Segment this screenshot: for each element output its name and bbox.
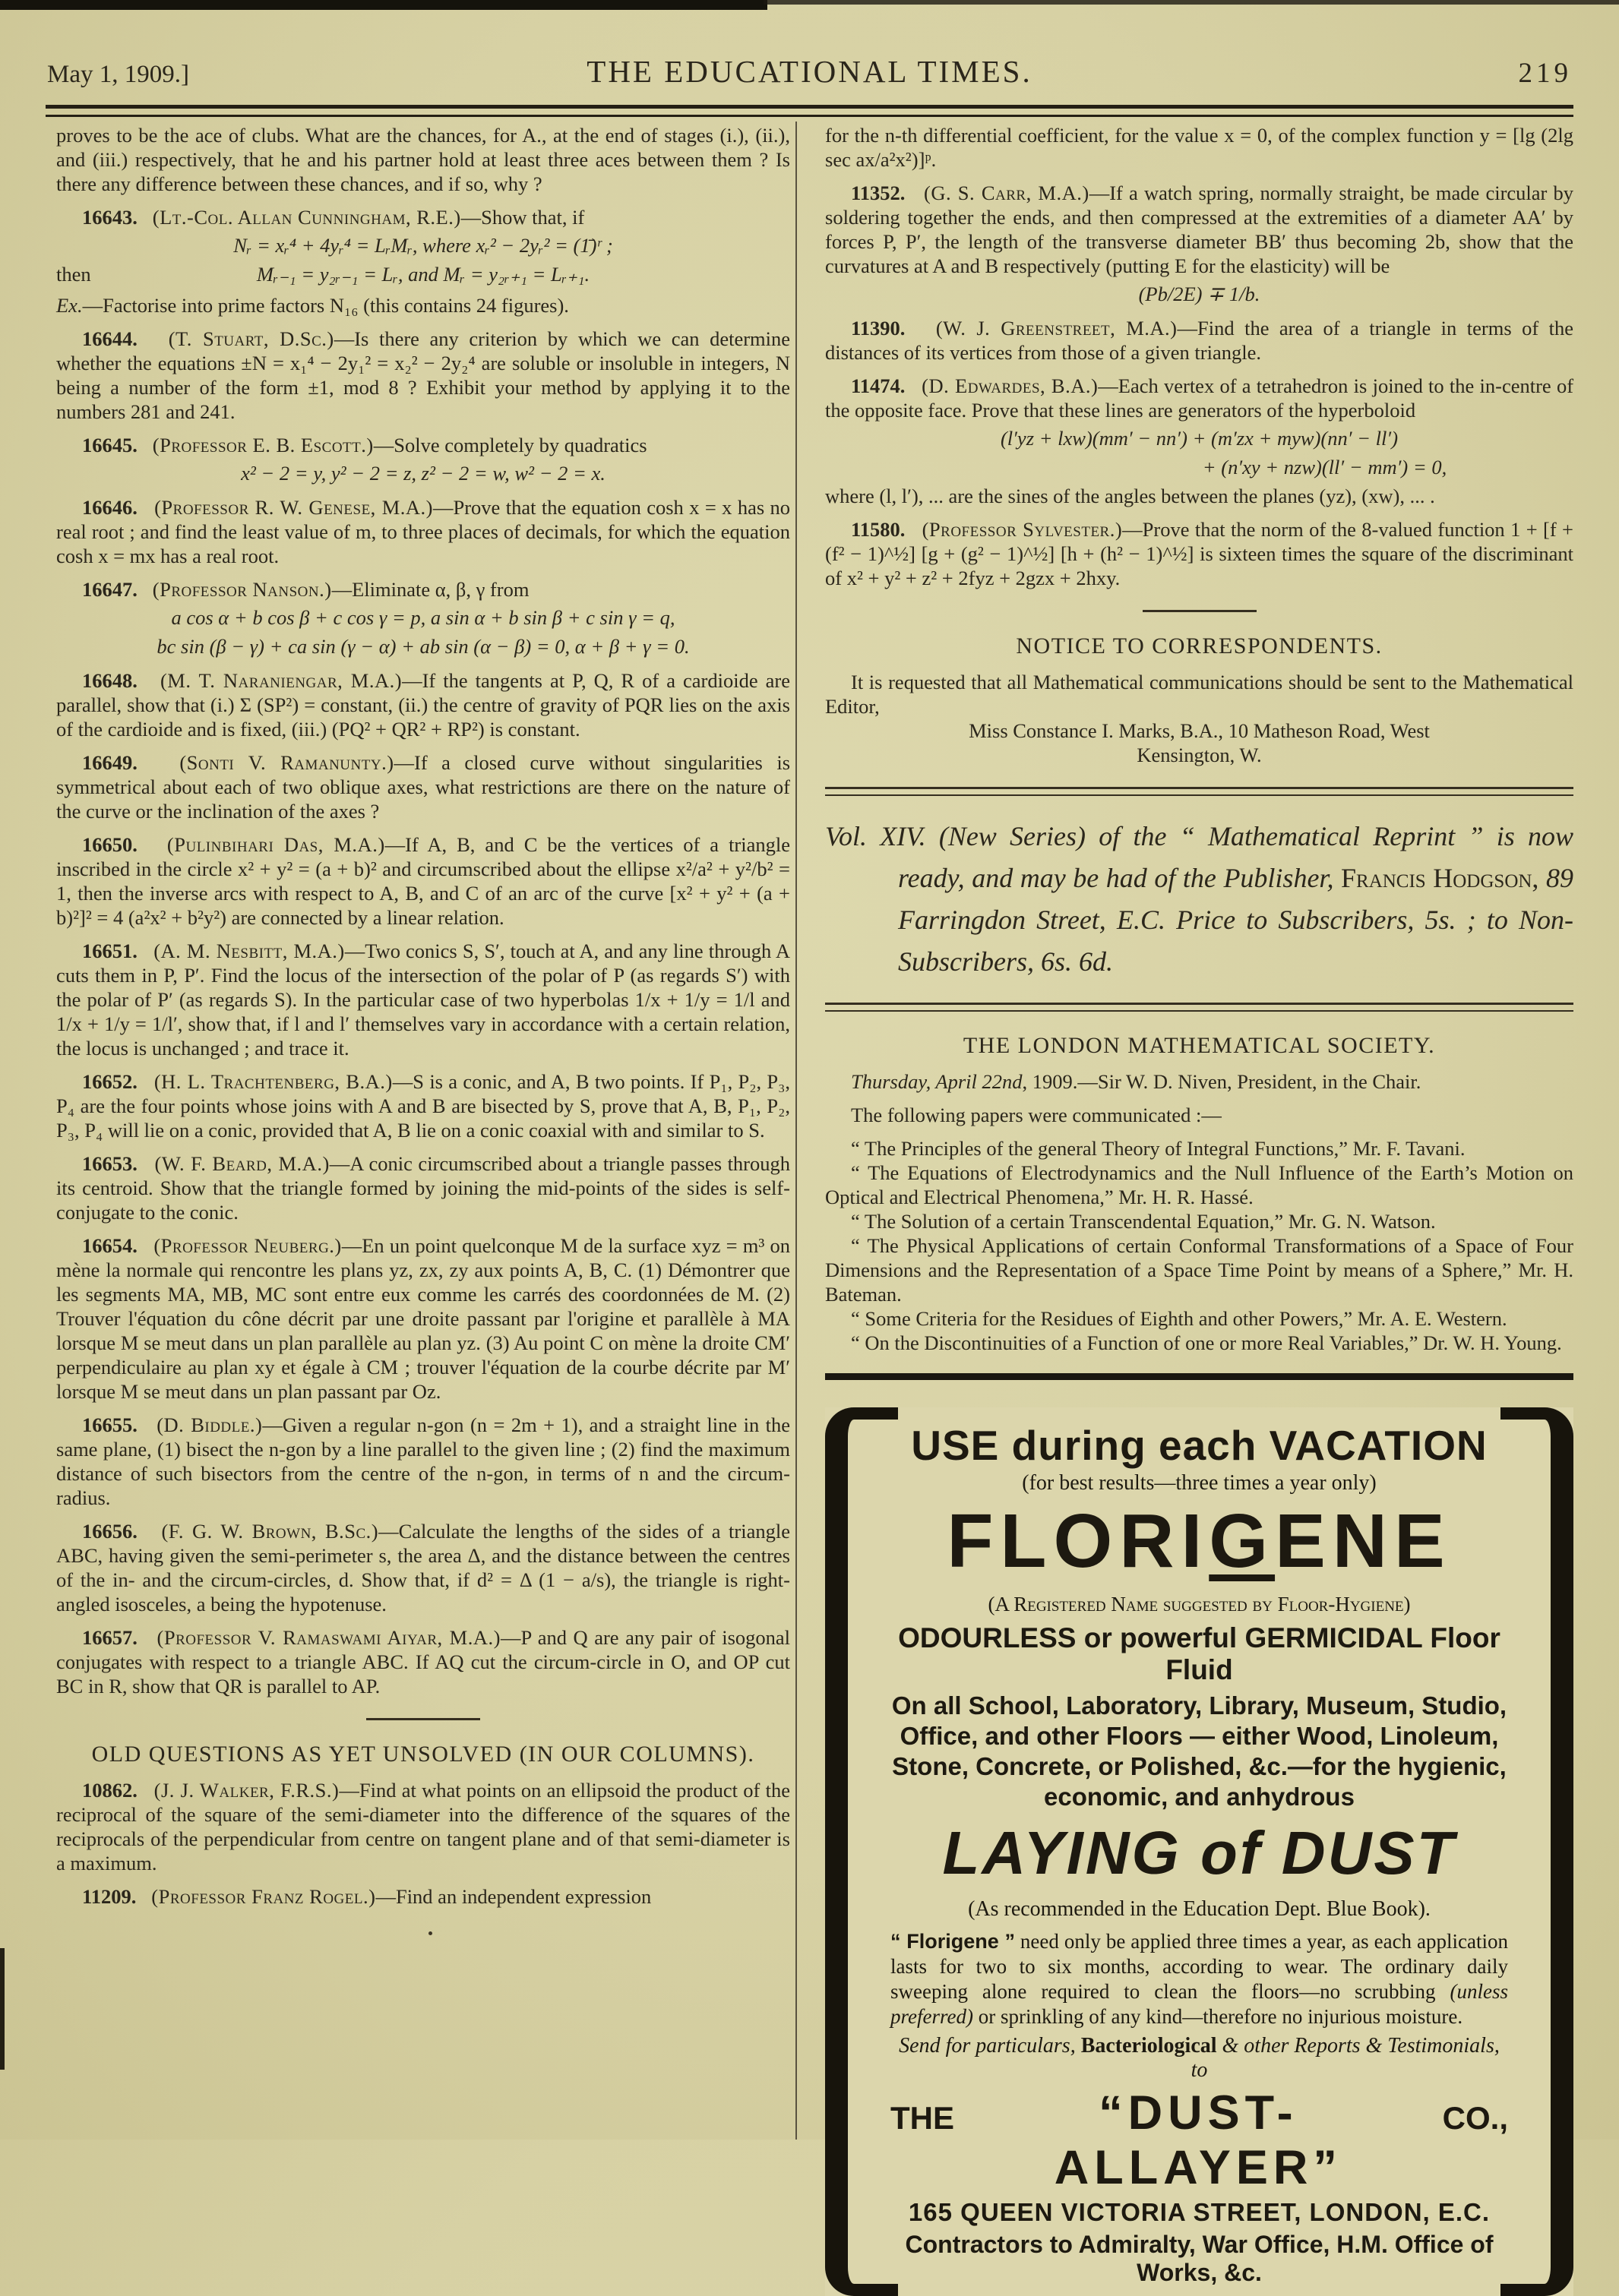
company-suffix: CO., (1442, 2100, 1508, 2136)
problem-number: 16648. (82, 669, 138, 692)
problem-16646 (56, 495, 790, 568)
problem-author: (Professor E. B. Escott.) (152, 434, 374, 456)
problem-11474 (825, 374, 1573, 508)
example-text: —Factorise into prime factors N₁₆ (this contains 24 figures). (82, 294, 569, 317)
problem-body: —En un point quelconque M de la surface xyz = m³ on mène la normale qui rencontre les plans yz, zx, zy aux points A, B, C. (1) Démontrer que les segments MA, MB, MC sont entre eux comme les carrés des coordonnées de M. (2) Trouver l'équation du cône décrit par une droite passant par l'origine et parallèle à MA lorsque M se meut dans un plan parallèle au plan yz. (3) Au point C on mène la droite CM′ perpendiculaire au plan xy et égale à CM ; trouver l'équation de la courbe décrite par M′ lorsque M se meut dans un plan passant par Oz. (56, 1234, 790, 1403)
lms-paper: “ On the Discontinuities of a Function of one or more Real Variables,” Dr. W. H. Young. (851, 1331, 1562, 1354)
problem-16650 (56, 832, 790, 930)
ad-product-line: ODOURLESS or powerful GERMICIDAL Floor Fluid (898, 1622, 1500, 1685)
notice-body: It is requested that all Mathematical communications should be sent to the Mathematical Editor, (825, 671, 1573, 718)
problem-author: (D. Biddle.) (157, 1413, 263, 1436)
reprint-text: Vol. XIV. (New Series) of the “ Mathematical Reprint ” is now ready, and may be had of the Publisher, (825, 821, 1573, 893)
scan-artifact-top-right (764, 0, 1619, 5)
problem-body: —A conic circumscribed about a triangle passes through its centroid. Show that the triangle formed by joining the mid-points of the sides is self-conjugate to the conic. (56, 1152, 791, 1224)
spacer (143, 1152, 154, 1175)
column-divider (795, 122, 797, 2140)
problem-16651 (56, 939, 790, 1060)
problem-author: (T. Stuart, D.Sc.) (168, 327, 334, 350)
problem-number: 16646. (82, 496, 138, 519)
problem-author: (Professor Franz Rogel.) (151, 1885, 376, 1908)
ad-company-address: 165 QUEEN VICTORIA STREET, LONDON, E.C. (908, 2198, 1491, 2226)
problem-author: (A. M. Nesbitt, M.A.) (153, 940, 345, 962)
ad-send-post: & other Reports & Testimonials, to (1191, 2034, 1500, 2082)
ad-registered-line: (A Registered Name suggested by Floor-Hygiene) (988, 1593, 1411, 1615)
ad-send-line (890, 2034, 1508, 2083)
problem-author: (H. L. Trachtenberg, B.A.) (153, 1070, 393, 1093)
problem-16649 (56, 750, 790, 823)
company-name: “DUST-ALLAYER” (1054, 2086, 1342, 2194)
brand-part-underlined: G (1209, 1499, 1276, 1584)
publisher-name: Francis Hodgson, (1341, 863, 1539, 893)
problem-author: (F. G. W. Brown, B.Sc.) (161, 1520, 379, 1543)
problem-body: —Find at what points on an ellipsoid the product of the reciprocal of the square of the semi-diameter into the difference of the squares of the reciprocals of the perpendicular from centre on tangent plane and of that semi-diameter is a maximum. (56, 1779, 790, 1874)
page-header (47, 53, 1572, 90)
reprint-announcement (825, 816, 1573, 983)
thick-rule (825, 1373, 1573, 1380)
ad-subheadline: (for best results—three times a year only) (1022, 1471, 1377, 1495)
problem-author: (D. Edwardes, B.A.) (922, 374, 1099, 397)
problem-16657 (56, 1625, 790, 1698)
problem-body: —Two conics S, S′, touch at A, and any line through A cuts them in P, P′. Find the locus of the intersection of the polar of P (as regards S′) with the polar of P′ (as regards S). In the particular case of two hyperbolas 1/x + 1/y = 1/l and 1/x + 1/y = 1/l′, show that, if l and l′ themselves vary in accordance with a certain relation, the locus is unchanged ; and trace it. (56, 940, 791, 1060)
spacer (147, 833, 167, 856)
spacer (144, 1626, 157, 1649)
company-prefix: THE (890, 2100, 954, 2136)
problem-16643 (56, 205, 790, 317)
spacer (143, 1070, 154, 1093)
problem-number: 11580. (851, 518, 906, 541)
problem-head (56, 205, 790, 229)
ad-recommendation: (As recommended in the Education Dept. Blue Book). (968, 1897, 1431, 1921)
problem-author: (Pulinbihari Das, M.A.) (166, 833, 385, 856)
problem-author: (Sonti V. Ramanunty.) (179, 751, 394, 774)
scan-artifact-dot (428, 1931, 432, 1935)
problem-number: 16650. (82, 833, 138, 856)
problem-head (825, 374, 1573, 422)
problem-body: —Prove that the equation cosh x = x has no real root ; and find the least value of m, to three places of decimals, for which the equation cosh x = mx has a real root. (56, 496, 791, 567)
problem-11390 (825, 316, 1573, 365)
spacer (143, 940, 153, 962)
page-title: THE EDUCATIONAL TIMES. (587, 54, 1032, 89)
spacer (151, 751, 179, 774)
problem-author: (Lt.-Col. Allan Cunningham, R.E.) (152, 206, 461, 229)
section-heading-old-questions: OLD QUESTIONS AS YET UNSOLVED (IN OUR COLUMNS). (91, 1742, 755, 1767)
section-divider-rule (366, 1718, 480, 1720)
problem-number: 16652. (82, 1070, 138, 1093)
lms-paper: “ The Physical Applications of certain Conformal Transformations of a Space of Four Dimensions and the Representation of a Space Time Point by means of a Sphere,” Mr. H. Bateman. (825, 1234, 1573, 1306)
problem-number: 16647. (82, 578, 138, 601)
problem-number: 16654. (82, 1234, 138, 1257)
equation: + (n′xy + nzw)(ll′ − mm′) = 0, (1202, 456, 1447, 478)
problem-number: 11390. (851, 317, 906, 340)
double-rule (825, 787, 1573, 796)
problem-16647 (56, 577, 790, 659)
equation: Mᵣ₋₁ = y₂ᵣ₋₁ = Lᵣ, and Mᵣ = y₂ᵣ₊₁ = Lᵣ₊₁. (256, 263, 590, 286)
spacer (915, 317, 936, 340)
problem-number: 16649. (82, 751, 138, 774)
problem-body: —Prove that the norm of the 8-valued function 1 + [f + (f² − 1)^½] [g + (g² − 1)^½] [h + (h² − 1)^½] is sixteen times the square of the discriminant of x² + y² + z² + 2fyz + 2gzx + 2hxy. (825, 518, 1574, 589)
problem-16648 (56, 668, 790, 741)
left-column (56, 123, 790, 1935)
equation-label: then (56, 263, 91, 286)
problem-body: —Eliminate α, β, γ from (331, 578, 530, 601)
problem-body: —Is there any criterion by which we can determine whether the equations ±N = x₁⁴ − 2y₁² = x₂² − 2y₂⁴ are soluble or insoluble in integers, N being a number of the form ±1, mod 8 ? Exhibit your method by applying it to the numbers 281 and 241. (56, 327, 791, 423)
problem-16644 (56, 327, 790, 424)
ad-border-left-bracket (825, 1407, 898, 2296)
problem-body: —Show that, if (460, 206, 585, 229)
problem-body: —Find an independent expression (375, 1885, 652, 1908)
problem-head (825, 181, 1573, 278)
double-rule (825, 1003, 1573, 1012)
example-label: Ex. (56, 294, 83, 317)
notice-addressee-line2: Kensington, W. (1137, 744, 1262, 766)
section-heading-notice: NOTICE TO CORRESPONDENTS. (1016, 633, 1383, 658)
problem-author: (M. T. Naraniengar, M.A.) (160, 669, 403, 692)
spacer (145, 669, 160, 692)
spacer (912, 182, 924, 204)
problem-11209 (56, 1884, 790, 1909)
problem-16655 (56, 1413, 790, 1510)
spacer (911, 518, 922, 541)
problem-number: 11352. (851, 182, 906, 204)
problem-body: —Each vertex of a tetrahedron is joined to the in-centre of the opposite face. Prove that these lines are generators of the hyperboloid (825, 374, 1574, 422)
spacer (143, 578, 153, 601)
equation: (Pb/2E) ∓ 1/b. (1138, 283, 1260, 305)
spacer (143, 1779, 154, 1802)
problem-number: 11474. (851, 374, 906, 397)
ad-company-line (890, 2086, 1508, 2195)
ad-slogan: LAYING of DUST (942, 1819, 1456, 1887)
spacer (143, 1234, 153, 1257)
problem-author: (J. J. Walker, F.R.S.) (153, 1779, 340, 1802)
advertisement-florigene (825, 1407, 1573, 2296)
problem-body: —Calculate the lengths of the sides of a triangle ABC, having given the semi-perimeter s, the area Δ, and the distance between the centres of the in- and the circum-circles, d. Show that, if d² = Δ (1 − a/s), the triangle is right-angled isosceles, a being the hypotenuse. (56, 1520, 790, 1615)
meeting-date: Thursday, April 22nd (851, 1070, 1023, 1093)
spacer (143, 496, 154, 519)
section-heading-lms: THE LONDON MATHEMATICAL SOCIETY. (963, 1033, 1436, 1058)
problem-11352 (825, 181, 1573, 307)
ad-border-right-bracket (1500, 1407, 1573, 2296)
lms-paper: “ The Solution of a certain Transcendental Equation,” Mr. G. N. Watson. (851, 1210, 1436, 1233)
header-double-rule (46, 105, 1573, 117)
reprint-text-2: 89 Farringdon Street, E.C. Price to Subscribers, 5s. ; to Non-Subscribers, 6s. 6d. (898, 863, 1573, 977)
problem-body: —P and Q are any pair of isogonal conjugates with respect to a triangle ABC. If AQ cut the circum-circle in O, and OP cut BC in R, show that QR is parallel to AP. (56, 1626, 791, 1698)
problem-number: 16644. (82, 327, 138, 350)
example-line (56, 293, 790, 317)
problem-body: —Given a regular n-gon (n = 2m + 1), and a straight line in the same plane, (1) bisect the n-gon by a line parallel to the given line ; (2) find the maximum distance of such bisectors from the centre of the n-gon, in terms of n and the circum-radius. (56, 1413, 791, 1509)
page-number: 219 (1518, 58, 1572, 89)
scan-artifact-left-edge (0, 1948, 5, 2070)
problem-author: (Professor Nanson.) (152, 578, 332, 601)
problem-16653 (56, 1151, 790, 1224)
equation: (l′yz + lxw)(mm′ − nn′) + (m′zx + myw)(nn′ − ll′) (1000, 427, 1399, 450)
problem-body: —If A, B, and C be the vertices of a triangle inscribed in the circle x² + y² = (a + b)² and circumscribed about the ellipse x²/a² + y²/b² = 1, then the inverse arcs with respect to A, B, and C of an arc of the curve [x² + y² + (a + b)²]² = 4 (a²x² + b²y²) are connected by a linear relation. (56, 833, 791, 929)
lms-meeting-line (825, 1069, 1573, 1094)
meeting-rest: , 1909.—Sir W. D. Niven, President, in the Chair. (1022, 1070, 1421, 1093)
brand-part: ENE (1275, 1499, 1452, 1584)
problem-author: (W. J. Greenstreet, M.A.) (935, 317, 1178, 340)
problem-number: 16645. (82, 434, 138, 456)
problem-number: 16657. (82, 1626, 138, 1649)
problem-number: 10862. (82, 1779, 138, 1802)
spacer (143, 206, 153, 229)
problem-author: (G. S. Carr, M.A.) (924, 182, 1089, 204)
problem-number: 16656. (82, 1520, 138, 1543)
ad-headline: USE during each VACATION (911, 1422, 1488, 1469)
ad-brand-mention: “ Florigene ” (890, 1930, 1015, 1953)
issue-date: May 1, 1909.] (47, 61, 189, 88)
right-column (825, 123, 1573, 2296)
problem-author: (Professor R. W. Genese, M.A.) (154, 496, 433, 519)
continued-paragraph: proves to be the ace of clubs. What are the chances, for A., at the end of stages (i.), (ii.), and (iii.) respectively, that he and his partner hold at least three aces between them ? Is there any difference between these chances, and if so, why ? (56, 124, 790, 195)
spacer (147, 327, 168, 350)
continued-paragraph: for the n-th differential coefficient, for the value x = 0, of the complex function y = [lg (2lg sec ax/a²x²)]ᵖ. (825, 124, 1573, 171)
equation: Nᵣ = xᵣ⁴ + 4yᵣ⁴ = LᵣMᵣ, where xᵣ² − 2yᵣ² = (1̄)ʳ ; (233, 234, 613, 257)
problem-number: 11209. (82, 1885, 137, 1908)
problem-16652 (56, 1069, 790, 1142)
equation: a cos α + b cos β + c cos γ = p, a sin α + b sin β + c sin γ = q, (171, 606, 675, 629)
ad-body-paragraph (890, 1929, 1508, 2029)
problem-body: —Solve completely by quadratics (373, 434, 647, 456)
ad-body-text-end: or sprinkling of any kind—therefore no injurious moisture. (972, 2005, 1463, 2028)
problem-number: 16643. (82, 206, 138, 229)
problem-author: (Professor Sylvester.) (922, 518, 1123, 541)
problem-16656 (56, 1519, 790, 1616)
problem-head (56, 577, 790, 602)
problem-author: (Professor V. Ramaswami Aiyar, M.A.) (157, 1626, 501, 1649)
spacer (144, 1413, 157, 1436)
problem-head (56, 433, 790, 457)
problem-body: —S is a conic, and A, B two points. If P₁, P₂, P₃, P₄ are the four points whose joins with A and B are bisected by S, prove that A, B, P₁, P₂, P₃, P₄ will lie on a conic, provided that A, B lie on a conic coaxial with and similar to S. (56, 1070, 791, 1142)
brand-part: FLORI (947, 1499, 1210, 1584)
lms-paper: “ The Equations of Electrodynamics and the Null Influence of the Earth’s Motion on Optical and Electrical Phenomena,” Mr. H. R. Hassé. (825, 1161, 1573, 1208)
problem-body: —If the tangents at P, Q, R of a cardioide are parallel, show that (i.) Σ (SP²) = constant, (ii.) the centre of gravity of PQR lies on the axis of the cardioide and is fixed, (iii.) (PQ² + QR² + RP²) is constant. (56, 669, 790, 741)
ad-usage-line: On all School, Laboratory, Library, Museum, Studio, Office, and other Floors — either Wood, Linoleum, Stone, Concrete, or Polished, &c.—for the hygienic, economic, and anhydrous (891, 1691, 1507, 1811)
ad-body-italic: (unless preferred) (890, 1980, 1508, 2028)
lms-paper: “ The Principles of the general Theory of Integral Functions,” Mr. F. Tavani. (851, 1137, 1466, 1160)
problem-continuation: where (l, l′), ... are the sines of the angles between the planes (yz), (xw), ... . (825, 485, 1435, 507)
lms-intro: The following papers were communicated :— (851, 1104, 1222, 1126)
ad-brand-name (890, 1499, 1508, 1584)
problem-11580 (825, 517, 1573, 590)
spacer (141, 1885, 151, 1908)
problem-10862 (56, 1778, 790, 1875)
problem-number: 16651. (82, 940, 138, 962)
problem-author: (W. F. Beard, M.A.) (154, 1152, 330, 1175)
problem-author: (Professor Neuberg.) (153, 1234, 342, 1257)
problem-body: —If a watch spring, normally straight, be made circular by soldering together the ends, and then compressed at the extremities of a diameter AA′ by forces P, P′, the length of the transverse diameter BB′ thus becoming 2b, show that the curvatures at A and B respectively (putting E for the elasticity) will be (825, 182, 1574, 277)
ad-body-text: need only be applied three times a year, as each application lasts for two to six months, according to wear. The ordinary daily sweeping alone required to clean the floors—no scrubbing (890, 1930, 1508, 2003)
ad-send-pre: Send for particulars, (899, 2034, 1081, 2058)
spacer (145, 1520, 161, 1543)
scan-artifact-top (0, 0, 767, 10)
equation-row (56, 262, 790, 287)
lms-paper: “ Some Criteria for the Residues of Eighth and other Powers,” Mr. A. E. Western. (851, 1307, 1507, 1330)
problem-body: —If a closed curve without singularities is symmetrical about each of two oblique axes, what restrictions are there on the nature of the curve or the inclination of the axes ? (56, 751, 791, 823)
problem-number: 16653. (82, 1152, 138, 1175)
ad-send-bold: Bacteriological (1080, 2034, 1217, 2058)
spacer (143, 434, 153, 456)
notice-addressee: Miss Constance I. Marks, B.A., 10 Matheson Road, West (969, 719, 1430, 742)
ad-contractors-line: Contractors to Admiralty, War Office, H.M. Office of Works, &c. (905, 2231, 1494, 2286)
problem-16645 (56, 433, 790, 486)
spacer (911, 374, 922, 397)
section-divider-rule (1143, 610, 1257, 612)
equation: bc sin (β − γ) + ca sin (γ − α) + ab sin (α − β) = 0, α + β + γ = 0. (157, 635, 690, 658)
problem-16654 (56, 1233, 790, 1404)
problem-body: —Find the area of a triangle in terms of the distances of its vertices from those of a given triangle. (825, 317, 1574, 364)
problem-number: 16655. (82, 1413, 138, 1436)
equation: x² − 2 = y, y² − 2 = z, z² − 2 = w, w² − 2 = x. (241, 462, 606, 485)
